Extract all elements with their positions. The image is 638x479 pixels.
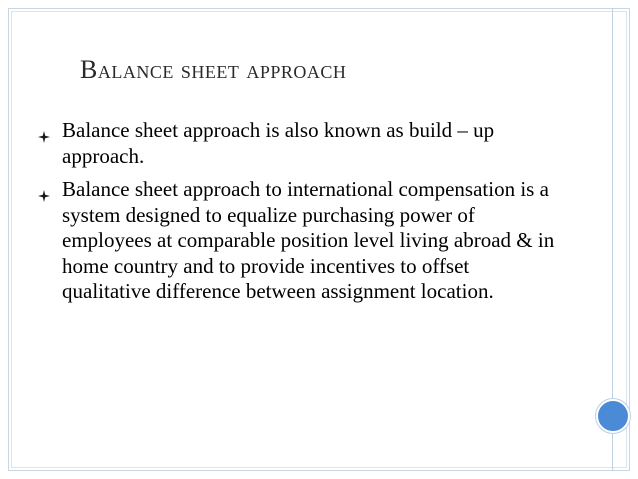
decorative-circle: [596, 399, 630, 433]
bullet-text-2: Balance sheet approach to international compensation is a system designed to equalize purchasing power of employees at comparable position level living abroad & in home country and to provide incentives to offset qualitative difference between assignment location.: [62, 177, 555, 303]
bullet-text-1: Balance sheet approach is also known as build – up approach.: [62, 118, 495, 168]
right-decorative-rule-lower: [612, 434, 613, 471]
diamond-bullet-icon: [38, 183, 50, 195]
slide-content: [38, 118, 558, 313]
bullet-item-2: [38, 177, 558, 305]
bullet-item-1: [38, 118, 558, 169]
slide-title: Balance sheet approach: [80, 55, 347, 84]
right-decorative-rule: [612, 8, 613, 400]
diamond-bullet-icon: [38, 124, 50, 136]
